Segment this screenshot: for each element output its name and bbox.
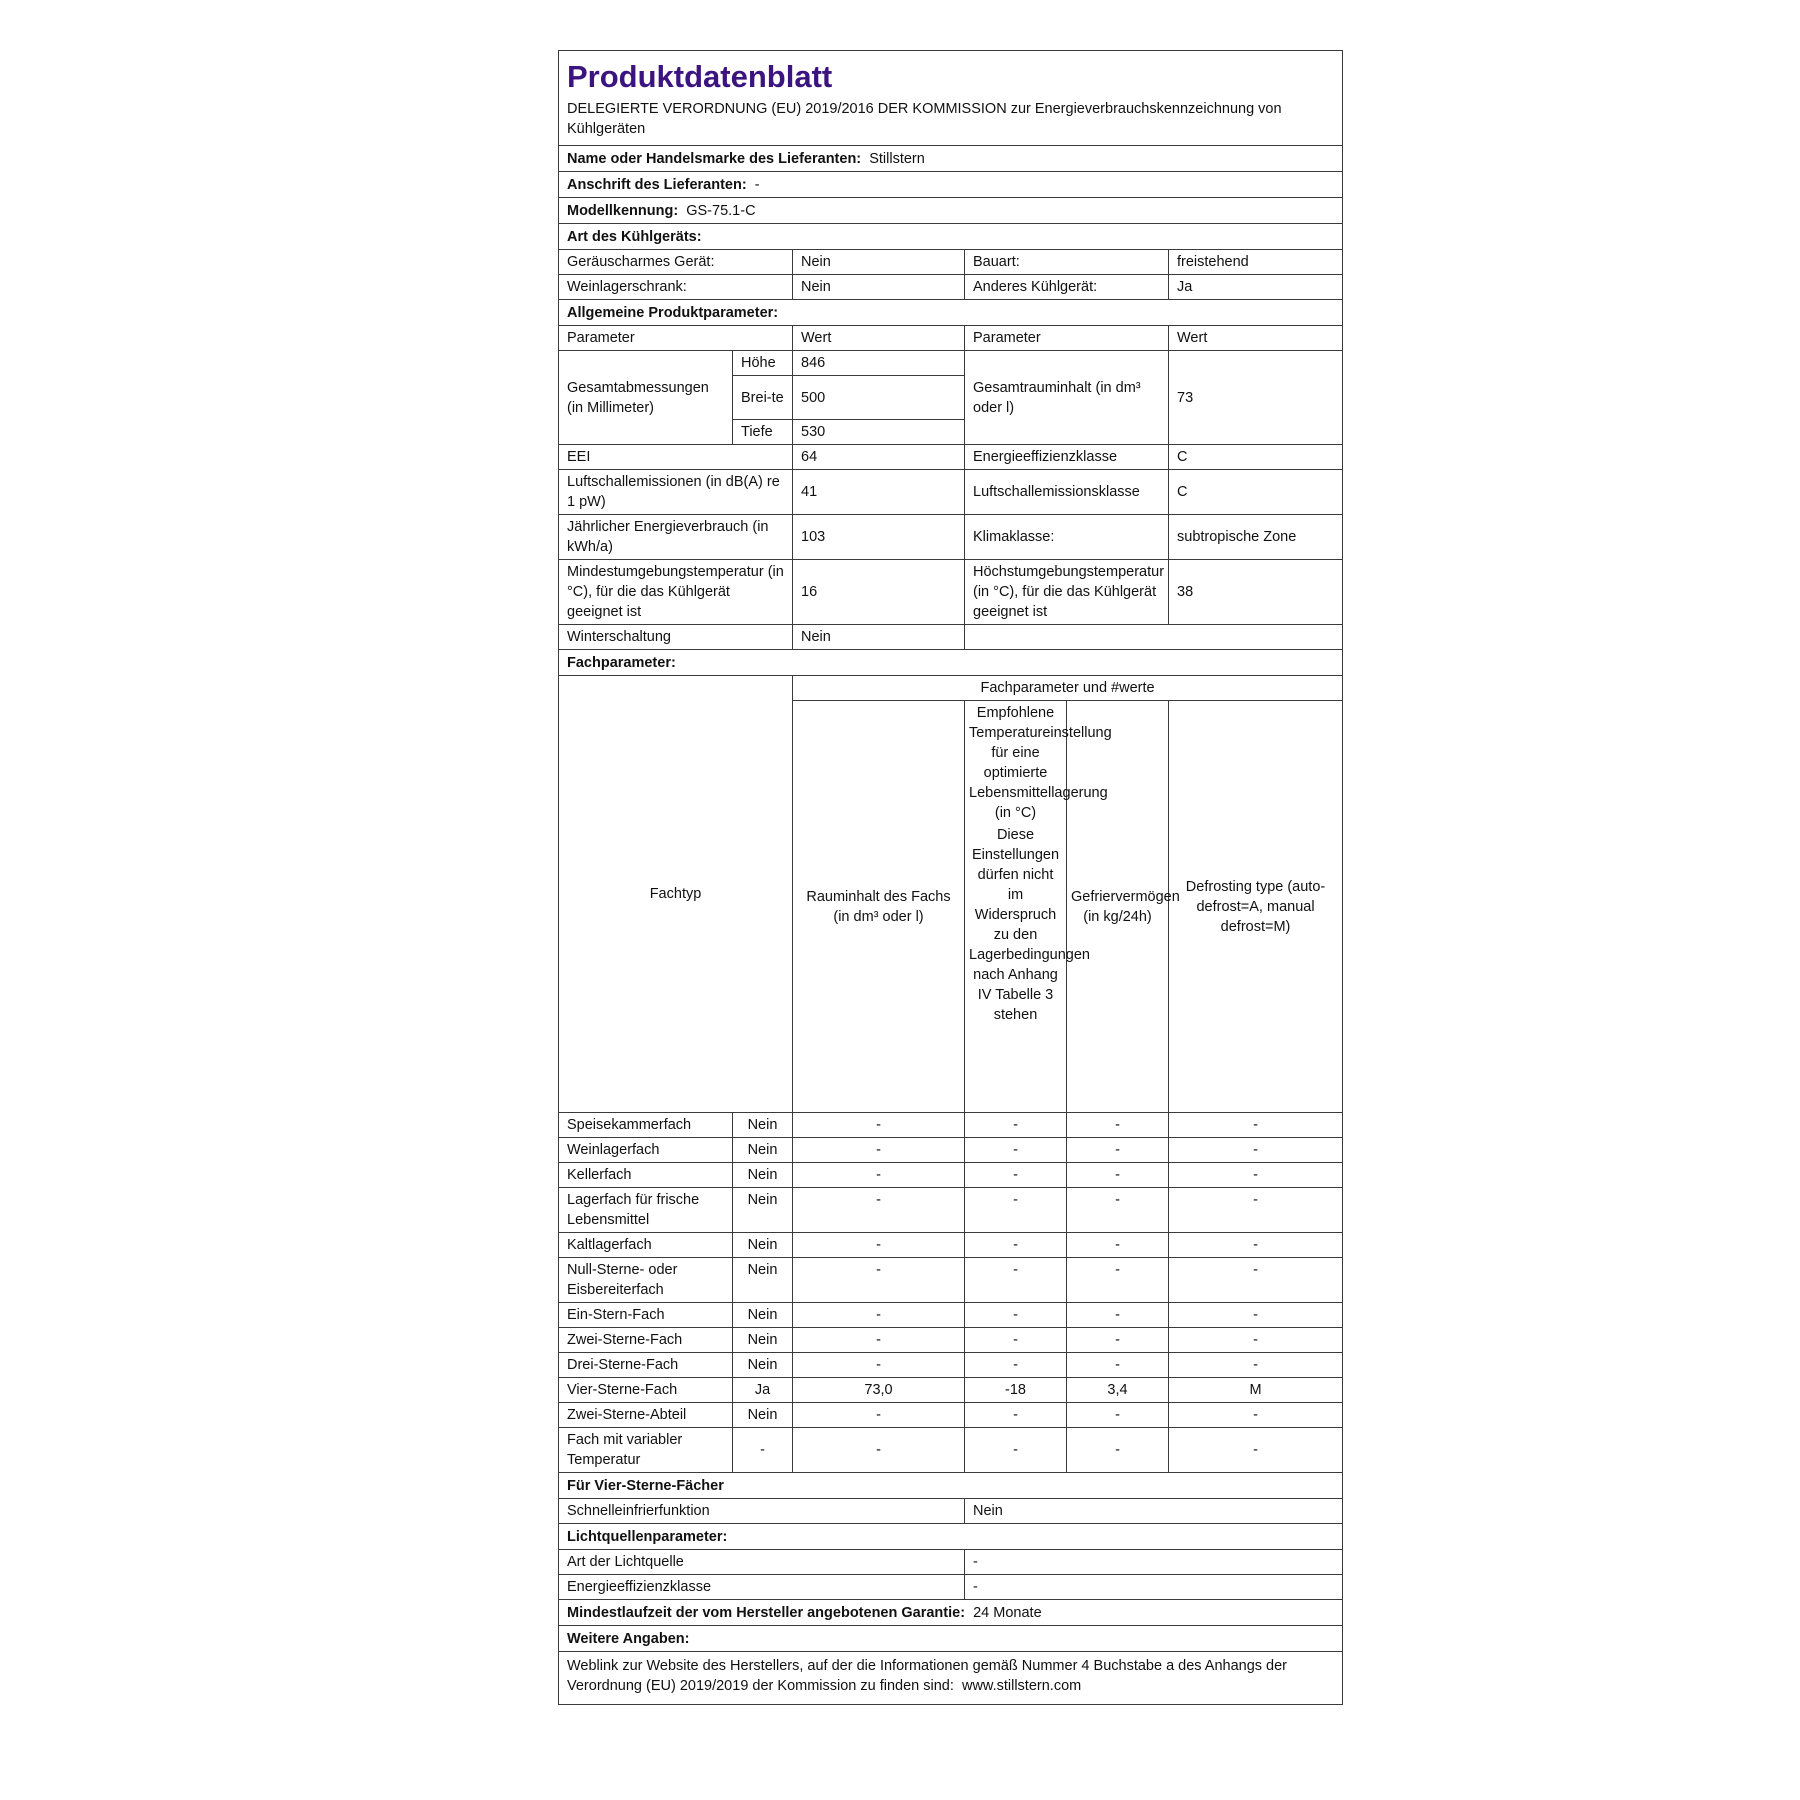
- compartment-freeze: -: [1067, 1303, 1169, 1328]
- total-volume-label: Gesamtrauminhalt (in dm³ oder l): [965, 351, 1169, 445]
- light-class-value: -: [965, 1575, 1343, 1600]
- compartment-row: [559, 1113, 1343, 1138]
- other-appliance-label: Anderes Kühlgerät:: [965, 275, 1169, 300]
- climate-class-label: Klimaklasse:: [965, 515, 1169, 560]
- light-type-label: Art der Lichtquelle: [559, 1550, 965, 1575]
- compartment-present: Nein: [733, 1328, 793, 1353]
- compartment-defrost: -: [1169, 1138, 1343, 1163]
- compartment-name: Fach mit variabler Temperatur: [559, 1428, 733, 1473]
- light-heading: Lichtquellenparameter:: [559, 1524, 1343, 1550]
- winter-mode-value: Nein: [793, 625, 965, 650]
- compartment-freeze: -: [1067, 1258, 1169, 1303]
- page-title: Produktdatenblatt: [559, 51, 1343, 100]
- compartment-defrost-header: Defrosting type (auto-defrost=A, manual defrost=M): [1169, 701, 1343, 1113]
- param-header-right: Parameter: [965, 326, 1169, 351]
- compartment-present: Ja: [733, 1378, 793, 1403]
- compartment-defrost: -: [1169, 1233, 1343, 1258]
- supplier-name-label: Name oder Handelsmarke des Lieferanten:: [567, 150, 862, 167]
- compartment-volume: -: [793, 1258, 965, 1303]
- compartment-row: [559, 1258, 1343, 1303]
- compartment-present: Nein: [733, 1353, 793, 1378]
- compartment-defrost: -: [1169, 1163, 1343, 1188]
- eei-label: EEI: [559, 445, 793, 470]
- low-noise-label: Geräuscharmes Gerät:: [559, 250, 793, 275]
- supplier-address-value: -: [754, 176, 760, 193]
- min-temp-label: Mindestumgebungstemperatur (in °C), für die das Kühlgerät geeignet ist: [559, 560, 793, 625]
- compartment-freeze: -: [1067, 1428, 1169, 1473]
- compartment-freeze: -: [1067, 1403, 1169, 1428]
- empty-cell: [965, 625, 1343, 650]
- compartment-present: Nein: [733, 1233, 793, 1258]
- model-value: GS-75.1-C: [686, 202, 756, 219]
- warranty-row: [559, 1600, 1343, 1626]
- noise-class-value: C: [1169, 470, 1343, 515]
- compartment-temp: -: [965, 1188, 1067, 1233]
- compartment-rows: [559, 1113, 1343, 1473]
- manufacturer-url[interactable]: www.stillstern.com: [961, 1678, 1082, 1694]
- compartment-temp: -: [965, 1428, 1067, 1473]
- compartment-volume: -: [793, 1403, 965, 1428]
- compartment-present: Nein: [733, 1303, 793, 1328]
- compartment-name: Drei-Sterne-Fach: [559, 1353, 733, 1378]
- height-value: 846: [793, 351, 965, 376]
- compartment-present: Nein: [733, 1113, 793, 1138]
- compartment-name: Speisekammerfach: [559, 1113, 733, 1138]
- more-info-row: [559, 1652, 1343, 1705]
- compartment-volume: -: [793, 1328, 965, 1353]
- compartment-volume: -: [793, 1188, 965, 1233]
- compartment-temp: -: [965, 1163, 1067, 1188]
- compartment-row: [559, 1328, 1343, 1353]
- compartment-volume: -: [793, 1163, 965, 1188]
- annual-energy-label: Jährlicher Energieverbrauch (in kWh/a): [559, 515, 793, 560]
- fast-freeze-value: Nein: [965, 1499, 1343, 1524]
- compartment-row: [559, 1403, 1343, 1428]
- compartment-temp: -: [965, 1403, 1067, 1428]
- param-header-left: Parameter: [559, 326, 793, 351]
- compartment-temp: -: [965, 1138, 1067, 1163]
- compartment-present: -: [733, 1428, 793, 1473]
- compartment-present: Nein: [733, 1403, 793, 1428]
- compartment-temp: -: [965, 1353, 1067, 1378]
- compartment-volume: 73,0: [793, 1378, 965, 1403]
- compartment-present: Nein: [733, 1258, 793, 1303]
- value-header-right: Wert: [1169, 326, 1343, 351]
- model-label: Modellkennung:: [567, 202, 679, 219]
- temp-setting-text: Empfohlene Temperatureinstellung für eine optimierte Lebensmittellagerung (in °C): [969, 705, 1112, 821]
- compartment-name: Zwei-Sterne-Abteil: [559, 1403, 733, 1428]
- width-value: 500: [793, 376, 965, 420]
- product-data-sheet: [558, 50, 1342, 1705]
- max-temp-label: Höchstumgebungstemperatur (in °C), für die das Kühlgerät geeignet ist: [965, 560, 1169, 625]
- compartment-row: [559, 1303, 1343, 1328]
- compartment-volume: -: [793, 1113, 965, 1138]
- type-heading: Art des Kühlgeräts:: [559, 224, 1343, 250]
- compartment-name: Lagerfach für frische Lebensmittel: [559, 1188, 733, 1233]
- compartment-defrost: M: [1169, 1378, 1343, 1403]
- compartment-temp: -: [965, 1328, 1067, 1353]
- compartment-row: [559, 1378, 1343, 1403]
- build-type-value: freistehend: [1169, 250, 1343, 275]
- compartment-volume: -: [793, 1138, 965, 1163]
- fast-freeze-label: Schnelleinfrierfunktion: [559, 1499, 965, 1524]
- compartment-name: Null-Sterne- oder Eisbereiterfach: [559, 1258, 733, 1303]
- compartment-group-header: Fachparameter und #werte: [793, 676, 1343, 701]
- compartment-freeze-header: Gefriervermögen (in kg/24h): [1067, 701, 1169, 1113]
- compartment-volume: -: [793, 1428, 965, 1473]
- supplier-name-row: [559, 146, 1343, 172]
- more-info-text: Weblink zur Website des Herstellers, auf der die Informationen gemäß Nummer 4 Buchstabe a des Anhangs der Verordnung (EU) 2019/2019 der Kommission zu finden sind:: [567, 1658, 1287, 1694]
- wine-cabinet-value: Nein: [793, 275, 965, 300]
- compartment-present: Nein: [733, 1138, 793, 1163]
- compartment-present: Nein: [733, 1163, 793, 1188]
- compartment-temp-header: [965, 701, 1112, 1113]
- more-info-heading: Weitere Angaben:: [559, 1626, 1343, 1652]
- compartment-row: [559, 1138, 1343, 1163]
- compartment-name: Kellerfach: [559, 1163, 733, 1188]
- energy-class-value: C: [1169, 445, 1343, 470]
- compartment-freeze: -: [1067, 1113, 1169, 1138]
- compartment-defrost: -: [1169, 1188, 1343, 1233]
- compartment-name: Zwei-Sterne-Fach: [559, 1328, 733, 1353]
- compartment-volume-header: Rauminhalt des Fachs (in dm³ oder l): [793, 701, 965, 1113]
- width-label: Brei-te: [733, 376, 793, 420]
- compartment-name: Vier-Sterne-Fach: [559, 1378, 733, 1403]
- temp-setting-note: Diese Einstellungen dürfen nicht im Widerspruch zu den Lagerbedingungen nach Anhang IV Tabelle 3 stehen: [969, 827, 1090, 1023]
- warranty-value: 24 Monate: [973, 1604, 1042, 1621]
- min-temp-value: 16: [793, 560, 965, 625]
- supplier-address-row: [559, 172, 1343, 198]
- compartment-volume: -: [793, 1303, 965, 1328]
- compartment-name: Kaltlagerfach: [559, 1233, 733, 1258]
- noise-class-label: Luftschallemissionsklasse: [965, 470, 1169, 515]
- regulation-subtitle: DELEGIERTE VERORDNUNG (EU) 2019/2016 DER KOMMISSION zur Energieverbrauchskennzeichnung von Kühlgeräten: [559, 99, 1343, 146]
- compartment-name: Weinlagerfach: [559, 1138, 733, 1163]
- noise-emission-label: Luftschallemissionen (in dB(A) re 1 pW): [559, 470, 793, 515]
- winter-mode-label: Winterschaltung: [559, 625, 793, 650]
- climate-class-value: subtropische Zone: [1169, 515, 1343, 560]
- value-header-left: Wert: [793, 326, 965, 351]
- dimensions-label: Gesamtabmessungen (in Millimeter): [559, 351, 733, 445]
- compartment-freeze: -: [1067, 1188, 1169, 1233]
- compartment-temp: -: [965, 1233, 1067, 1258]
- wine-cabinet-label: Weinlagerschrank:: [559, 275, 793, 300]
- supplier-address-label: Anschrift des Lieferanten:: [567, 176, 747, 193]
- compartment-temp: -18: [965, 1378, 1067, 1403]
- depth-label: Tiefe: [733, 420, 793, 445]
- compartment-freeze: 3,4: [1067, 1378, 1169, 1403]
- compartment-defrost: -: [1169, 1113, 1343, 1138]
- compartment-type-header: Fachtyp: [559, 676, 793, 1113]
- compartment-defrost: -: [1169, 1303, 1343, 1328]
- supplier-name-value: Stillstern: [869, 150, 925, 167]
- warranty-label: Mindestlaufzeit der vom Hersteller angebotenen Garantie:: [567, 1604, 966, 1621]
- other-appliance-value: Ja: [1169, 275, 1343, 300]
- low-noise-value: Nein: [793, 250, 965, 275]
- light-type-value: -: [965, 1550, 1343, 1575]
- compartment-freeze: -: [1067, 1328, 1169, 1353]
- max-temp-value: 38: [1169, 560, 1343, 625]
- compartment-defrost: -: [1169, 1403, 1343, 1428]
- compartment-present: Nein: [733, 1188, 793, 1233]
- eei-value: 64: [793, 445, 965, 470]
- compartment-freeze: -: [1067, 1163, 1169, 1188]
- compartment-freeze: -: [1067, 1138, 1169, 1163]
- height-label: Höhe: [733, 351, 793, 376]
- energy-class-label: Energieeffizienzklasse: [965, 445, 1169, 470]
- total-volume-value: 73: [1169, 351, 1343, 445]
- compartment-freeze: -: [1067, 1353, 1169, 1378]
- compartment-volume: -: [793, 1233, 965, 1258]
- compartment-row: [559, 1188, 1343, 1233]
- compartment-temp: -: [965, 1303, 1067, 1328]
- build-type-label: Bauart:: [965, 250, 1169, 275]
- compartment-temp: -: [965, 1258, 1067, 1303]
- compartment-row: [559, 1428, 1343, 1473]
- compartment-name: Ein-Stern-Fach: [559, 1303, 733, 1328]
- compartment-heading: Fachparameter:: [559, 650, 1343, 676]
- compartment-freeze: -: [1067, 1233, 1169, 1258]
- light-class-label: Energieeffizienzklasse: [559, 1575, 965, 1600]
- compartment-row: [559, 1233, 1343, 1258]
- compartment-row: [559, 1163, 1343, 1188]
- general-heading: Allgemeine Produktparameter:: [559, 300, 1343, 326]
- noise-emission-value: 41: [793, 470, 965, 515]
- depth-value: 530: [793, 420, 965, 445]
- data-sheet-table: [558, 50, 1343, 1705]
- compartment-defrost: -: [1169, 1328, 1343, 1353]
- four-star-heading: Für Vier-Sterne-Fächer: [559, 1473, 1343, 1499]
- compartment-temp: -: [965, 1113, 1067, 1138]
- compartment-volume: -: [793, 1353, 965, 1378]
- model-row: [559, 198, 1343, 224]
- compartment-defrost: -: [1169, 1258, 1343, 1303]
- compartment-defrost: -: [1169, 1353, 1343, 1378]
- compartment-defrost: -: [1169, 1428, 1343, 1473]
- compartment-row: [559, 1353, 1343, 1378]
- annual-energy-value: 103: [793, 515, 965, 560]
